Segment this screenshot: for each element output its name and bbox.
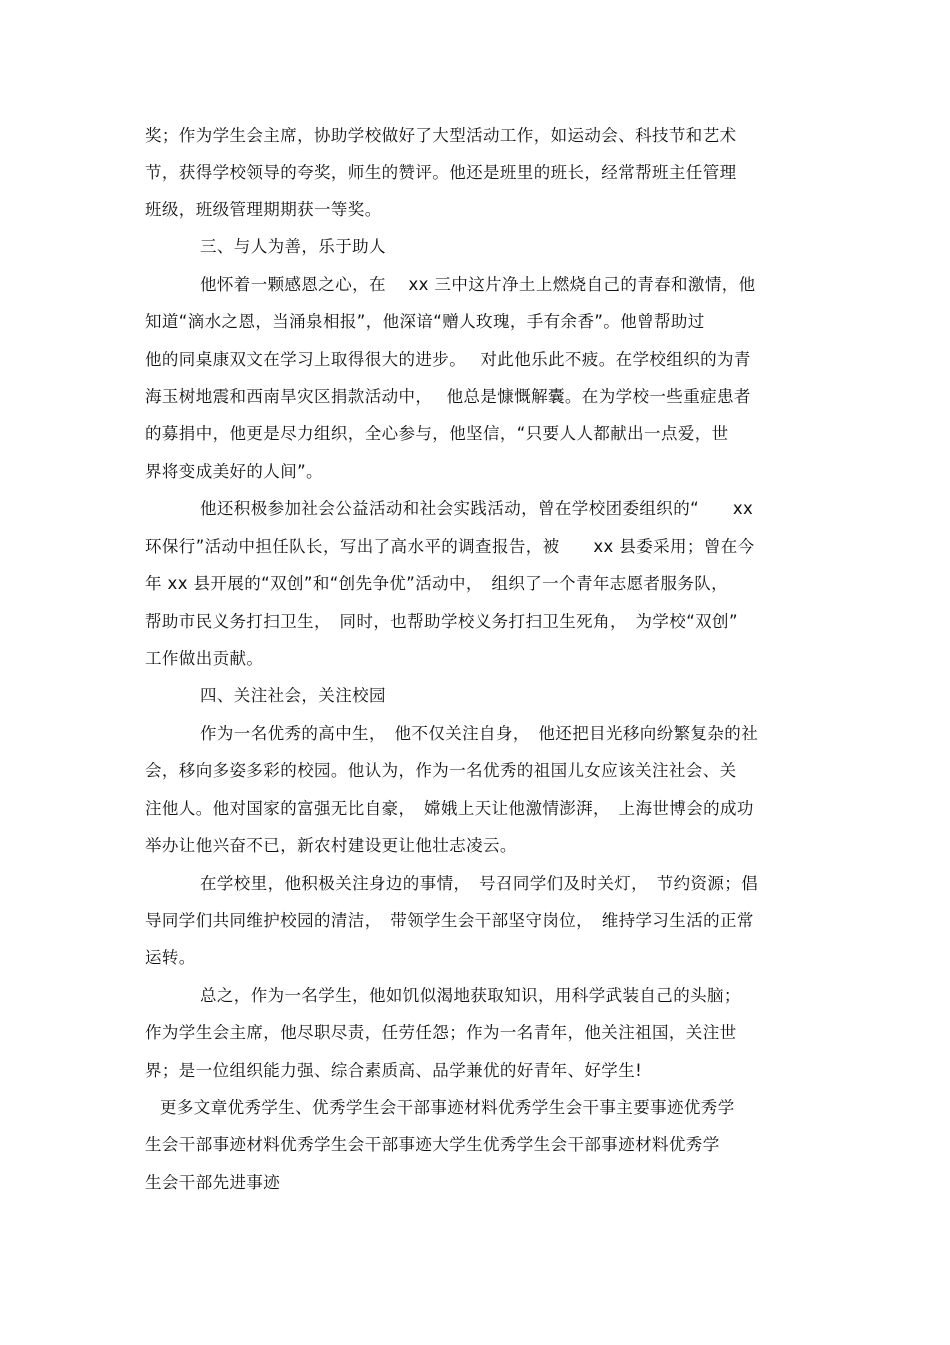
body-line: 年 xx 县开展的“双创”和“创先争优”活动中， 组织了一个青年志愿者服务队， [145,574,729,593]
related-articles-line: 更多文章优秀学生、优秀学生会干部事迹材料优秀学生会干事主要事迹优秀学 [160,1098,735,1117]
body-line: 奖；作为学生会主席，协助学校做好了大型活动工作，如运动会、科技节和艺术 [145,126,737,145]
body-line: 帮助市民义务打扫卫生， 同时，也帮助学校义务打扫卫生死角， 为学校“双创” [145,612,738,631]
related-articles-line: 生会干部先进事迹 [145,1173,281,1192]
paragraph-first-line: 总之，作为一名学生，他如饥似渴地获取知识，用科学武装自己的头脑； [200,986,741,1005]
body-line: 环保行”活动中担任队长，写出了高水平的调查报告，被 xx 县委采用；曾在今 [145,537,755,556]
body-line: 运转。 [145,948,196,967]
body-line: 注他人。他对国家的富强无比自豪， 嫦娥上天让他激情澎湃， 上海世博会的成功 [145,799,754,818]
body-line: 界将变成美好的人间”。 [145,462,323,481]
body-line: 他的同桌康双文在学习上取得很大的进步。 对此他乐此不疲。在学校组织的为青 [145,350,751,369]
paragraph-first-line: 他还积极参加社会公益活动和社会实践活动，曾在学校团委组织的“ xx [200,499,754,518]
body-line: 节，获得学校领导的夸奖，师生的赞评。他还是班里的班长，经常帮班主任管理 [145,163,737,182]
body-line: 作为学生会主席，他尽职尽责，任劳任怨；作为一名青年，他关注祖国，关注世 [145,1023,737,1042]
paragraph-first-line: 作为一名优秀的高中生， 他不仅关注自身， 他还把目光移向纷繁复杂的社 [200,724,759,743]
body-line: 工作做出贡献。 [145,649,264,668]
body-line: 班级，班级管理期期获一等奖。 [145,200,382,219]
paragraph-first-line: 他怀着一颗感恩之心，在 xx 三中这片净土上燃烧自己的青春和激情，他 [200,275,756,294]
body-line: 界；是一位组织能力强、综合素质高、品学兼优的好青年、好学生! [145,1061,643,1080]
body-line: 海玉树地震和西南旱灾区捐款活动中， 他总是慷慨解囊。在为学校一些重症患者 [145,387,751,406]
section-heading: 三、与人为善，乐于助人 [200,237,386,256]
body-line: 举办让他兴奋不已，新农村建设更让他壮志凌云。 [145,836,517,855]
body-line: 知道“滴水之恩，当涌泉相报”，他深谙“赠人玫瑰，手有余香”。他曾帮助过 [145,312,705,331]
body-line: 会，移向多姿多彩的校园。他认为，作为一名优秀的祖国儿女应该关注社会、关 [145,761,737,780]
related-articles-line: 生会干部事迹材料优秀学生会干部事迹大学生优秀学生会干部事迹材料优秀学 [145,1135,720,1154]
body-line: 的募捐中，他更是尽力组织，全心参与，他坚信，“只要人人都献出一点爱，世 [145,424,729,443]
paragraph-first-line: 在学校里，他积极关注身边的事情， 号召同学们及时关灯， 节约资源；倡 [200,874,759,893]
section-heading: 四、关注社会，关注校园 [200,686,386,705]
body-line: 导同学们共同维护校园的清洁， 带领学生会干部坚守岗位， 维持学习生活的正常 [145,911,754,930]
